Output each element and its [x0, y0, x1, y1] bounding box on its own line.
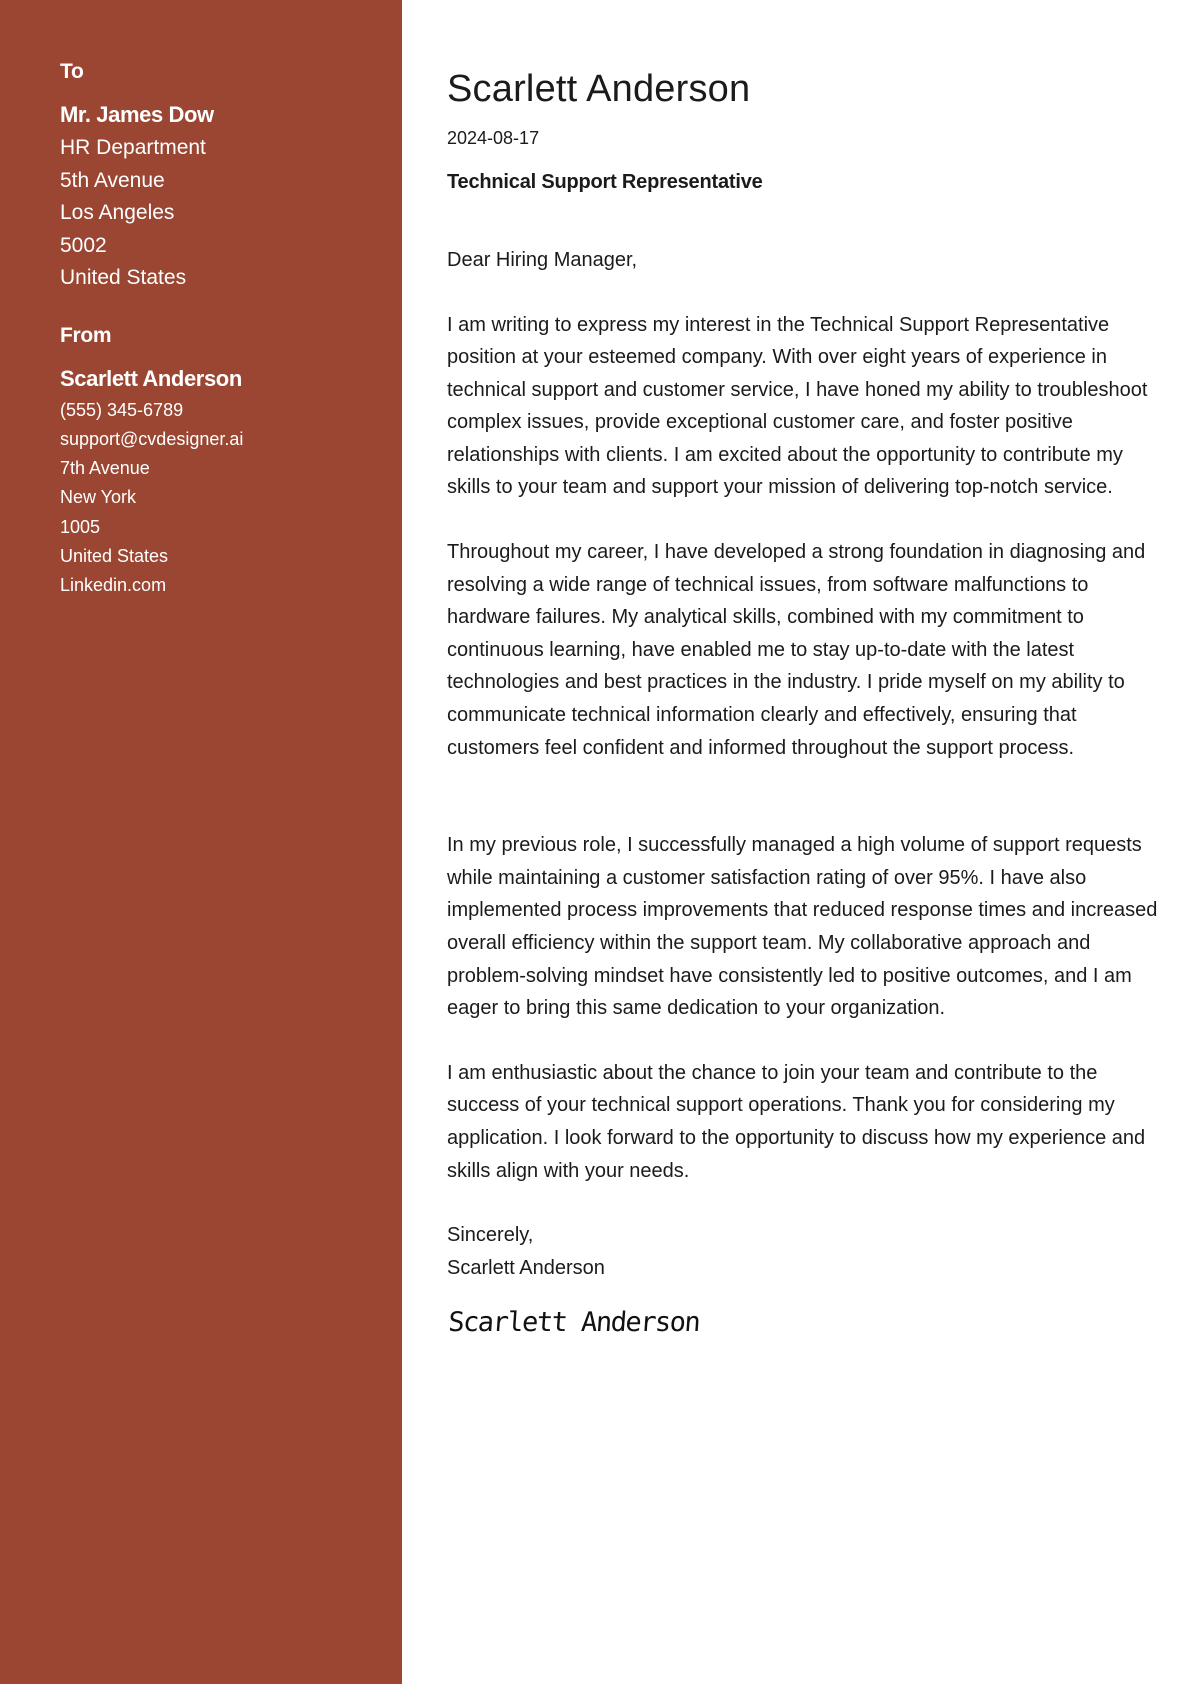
sender-country: United States [60, 545, 169, 566]
letter-date: 2024-08-17 [447, 128, 540, 148]
sender-email: support@cvdesigner.ai [60, 428, 244, 449]
sender-section-label: From [60, 323, 112, 347]
sender-name: Scarlett Anderson [60, 365, 242, 391]
letter-greeting: Dear Hiring Manager, [447, 249, 638, 271]
letter-paragraph-2: Throughout my career, I have developed a strong foundation in diagnosing and resolving a wide range of technical issues, from software malfunctions to hardware failures. My analytical skills, combined with my commitment to continuous learning, have enabled me to stay up-to-date with the latest technologies and best practices in the industry. I pride myself on my ability to communicate technical information clearly and effectively, ensuring that customers feel confident and informed throughout the support process. [447, 541, 1146, 759]
recipient-name: Mr. James Dow [60, 102, 214, 127]
letter-paragraph-4: I am enthusiastic about the chance to join your team and contribute to the success of your technical support operations. Thank you for considering my application. I look forward to the opportunity to discuss how my experience and skills align with your needs. [447, 1061, 1146, 1182]
sender-city: New York [60, 487, 137, 508]
letter-closing [447, 1219, 1160, 1284]
contact-sidebar [0, 0, 402, 1684]
sender-block [60, 324, 362, 601]
recipient-section-label: To [60, 60, 84, 83]
recipient-city: Los Angeles [60, 201, 175, 224]
letter-body [402, 0, 1200, 1684]
letter-paragraph-1: I am writing to express my interest in the Technical Support Representative position at your esteemed company. With over eight years of experience in technical support and customer service, I have honed my ability to troubleshoot complex issues, provide exceptional customer care, and foster positive relationships with clients. I am excited about the opportunity to contribute my skills to your team and support your mission of delivering top-notch service. [447, 313, 1148, 499]
closing-name: Scarlett Anderson [447, 1256, 605, 1279]
recipient-address [60, 132, 362, 295]
recipient-department: HR Department [60, 136, 206, 159]
closing-salutation: Sincerely, [447, 1224, 534, 1247]
recipient-street: 5th Avenue [60, 168, 165, 192]
sender-website: Linkedin.com [60, 575, 167, 596]
letter-author-name: Scarlett Anderson [447, 68, 751, 110]
letter-paragraph-3: In my previous role, I successfully managed a high volume of support requests while maintaining a customer satisfaction rating of over 95%. I have also implemented process improvements that reduced response times and increased overall efficiency within the support team. My collaborative approach and problem-solving mindset have consistently led to positive outcomes, and I am eager to bring this same dedication to your organization. [447, 834, 1158, 1020]
handwritten-signature: Scarlett Anderson [447, 1307, 701, 1339]
recipient-block [60, 60, 362, 295]
sender-phone: (555) 345-6789 [60, 399, 184, 420]
recipient-zip: 5002 [60, 233, 107, 257]
recipient-country: United States [60, 266, 187, 289]
letter-position-title: Technical Support Representative [447, 171, 763, 193]
sender-zip: 1005 [60, 516, 101, 537]
sender-contact-details [60, 396, 362, 601]
sender-street: 7th Avenue [60, 458, 150, 479]
